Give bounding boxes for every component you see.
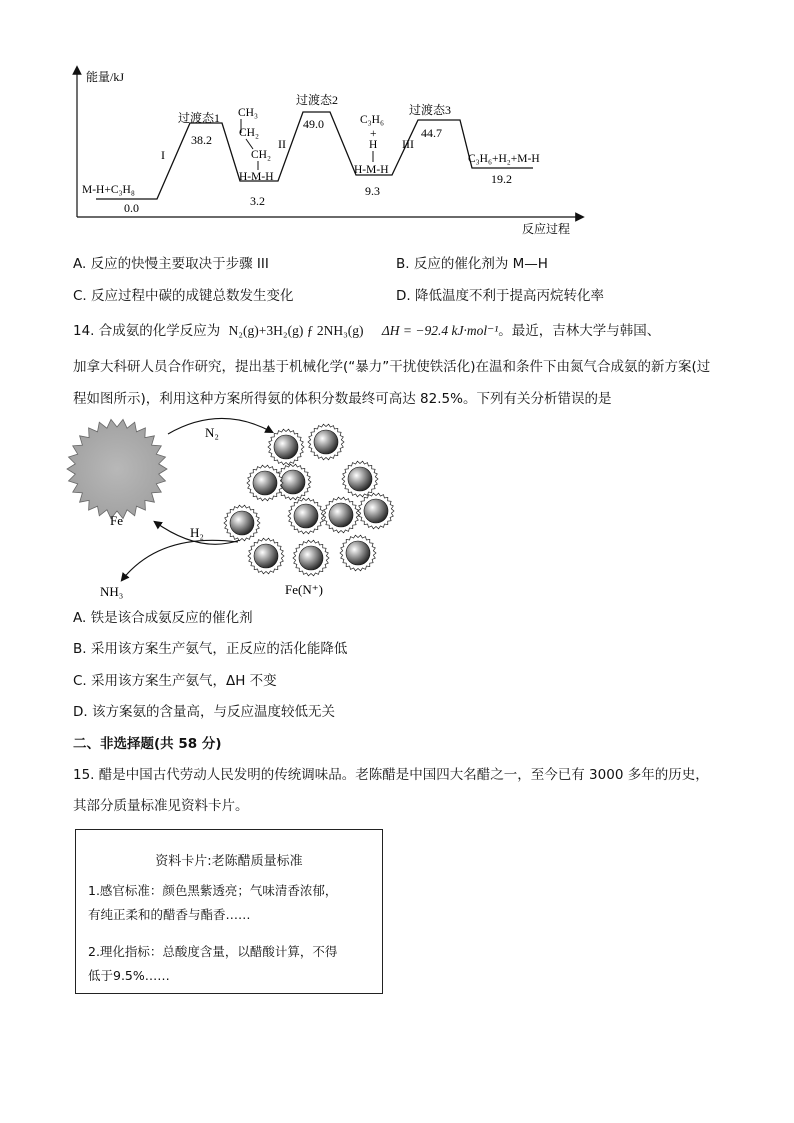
step-label-2: II bbox=[278, 137, 286, 151]
n2-label: N₂ bbox=[205, 425, 219, 440]
fe-n-particle bbox=[340, 535, 376, 571]
fe-n-particle bbox=[323, 497, 359, 533]
fe-n-particle bbox=[288, 498, 324, 534]
q15-line1: 15. 醋是中国古代劳动人民发明的传统调味品。老陈醋是中国四大名醋之一，至今已有 3000 多年的历史， bbox=[73, 767, 709, 783]
q14-delta-h: ΔH = −92.4 kJ·mol⁻¹ bbox=[381, 323, 499, 338]
ts3-value: 44.7 bbox=[421, 126, 442, 140]
q14-line2: 加拿大科研人员合作研究，提出基于机械化学(“暴力”干扰使铁活化)在温和条件下由氮气合成氨的新方案(过 bbox=[73, 359, 711, 375]
q13-option-c: C. 反应过程中碳的成键总数发生变化 bbox=[73, 288, 294, 304]
int1-hmh: H-M-H bbox=[239, 171, 274, 183]
fe-label: Fe bbox=[110, 513, 123, 528]
n2-arrow bbox=[168, 418, 272, 434]
step-label-3: III bbox=[402, 137, 414, 151]
nh3-label: NH₃ bbox=[100, 584, 124, 599]
section2-heading: 二、非选择题(共 58 分) bbox=[73, 736, 222, 752]
mechanism-diagram bbox=[60, 412, 420, 607]
fe-n-particle bbox=[248, 538, 284, 574]
info-card-p1-line2: 有纯正柔和的醋香与酯香…… bbox=[88, 907, 251, 922]
fe-n-particle bbox=[358, 493, 394, 529]
ts1-label: 过渡态1 bbox=[178, 111, 221, 125]
info-card bbox=[75, 829, 383, 994]
ts2-value: 49.0 bbox=[303, 117, 324, 131]
int2-h: H bbox=[369, 139, 378, 151]
fe-particle bbox=[67, 419, 167, 518]
energy-profile-diagram bbox=[60, 60, 600, 245]
q14-suffix: 。最近，吉林大学与韩国、 bbox=[498, 323, 661, 339]
q13-option-a: A. 反应的快慢主要取决于步骤 III bbox=[73, 256, 269, 272]
start-value: 0.0 bbox=[124, 201, 139, 215]
start-label: M-H+C₃H₈ bbox=[82, 184, 135, 196]
fe-n-particle bbox=[247, 465, 283, 501]
q14-prefix: 14. 合成氨的化学反应为 bbox=[73, 323, 221, 339]
int1-value: 3.2 bbox=[250, 194, 265, 208]
x-axis-label: 反应过程 bbox=[522, 222, 571, 236]
fen-label: Fe(N⁺) bbox=[285, 582, 323, 597]
int2-value: 9.3 bbox=[365, 184, 380, 198]
q14-line3: 程如图所示)，利用这种方案所得氨的体积分数最终可高达 82.5%。下列有关分析错误的是 bbox=[73, 391, 612, 407]
fe-n-particle bbox=[308, 424, 344, 460]
q13-option-b: B. 反应的催化剂为 M—H bbox=[396, 256, 548, 272]
ts3-label: 过渡态3 bbox=[409, 103, 452, 117]
q14-line1 bbox=[73, 322, 660, 340]
q15-line2: 其部分质量标准见资料卡片。 bbox=[73, 798, 249, 814]
fe-n-particle bbox=[293, 540, 329, 576]
int1-ch2-b: CH₂ bbox=[251, 149, 271, 161]
int2-hmh: H-M-H bbox=[354, 164, 389, 176]
int2-c3h6: C₃H₆ bbox=[360, 114, 384, 126]
info-card-p2-line1: 2.理化指标：总酸度含量，以醋酸计算，不得 bbox=[88, 944, 338, 959]
fe-n-particle bbox=[342, 461, 378, 497]
q14-option-d: D. 该方案氨的含量高，与反应温度较低无关 bbox=[73, 704, 335, 720]
step-label-1: I bbox=[161, 148, 165, 162]
ts2-label: 过渡态2 bbox=[296, 93, 339, 107]
fe-n-particle bbox=[268, 429, 304, 465]
info-card-p1-line1: 1.感官标准：颜色黑紫透亮；气味清香浓郁， bbox=[88, 883, 338, 898]
int1-ch3: CH₃ bbox=[238, 107, 258, 119]
h2-label: H₂ bbox=[190, 525, 204, 540]
q14-equation: N₂(g)+3H₂(g) ƒ 2NH₃(g) bbox=[228, 323, 364, 338]
nh3-arrow bbox=[122, 540, 238, 580]
end-label: C₃H₆+H₂+M-H bbox=[468, 153, 540, 165]
info-card-title: 资料卡片:老陈醋质量标准 bbox=[155, 854, 303, 869]
y-axis-label: 能量/kJ bbox=[86, 70, 125, 84]
q13-option-d: D. 降低温度不利于提高丙烷转化率 bbox=[396, 288, 604, 304]
fe-n-particle bbox=[224, 505, 260, 541]
end-value: 19.2 bbox=[491, 172, 512, 186]
ts1-value: 38.2 bbox=[191, 133, 212, 147]
info-card-p2-line2: 低于9.5%…… bbox=[88, 968, 170, 983]
int1-ch2-a: CH₂ bbox=[239, 127, 259, 139]
fe-n-particle-cluster bbox=[224, 424, 394, 576]
q14-option-b: B. 采用该方案生产氨气，正反应的活化能降低 bbox=[73, 641, 348, 657]
q14-option-a: A. 铁是该合成氨反应的催化剂 bbox=[73, 610, 253, 626]
int2-plus: + bbox=[370, 128, 377, 140]
q14-option-c: C. 采用该方案生产氨气，ΔH 不变 bbox=[73, 673, 277, 689]
